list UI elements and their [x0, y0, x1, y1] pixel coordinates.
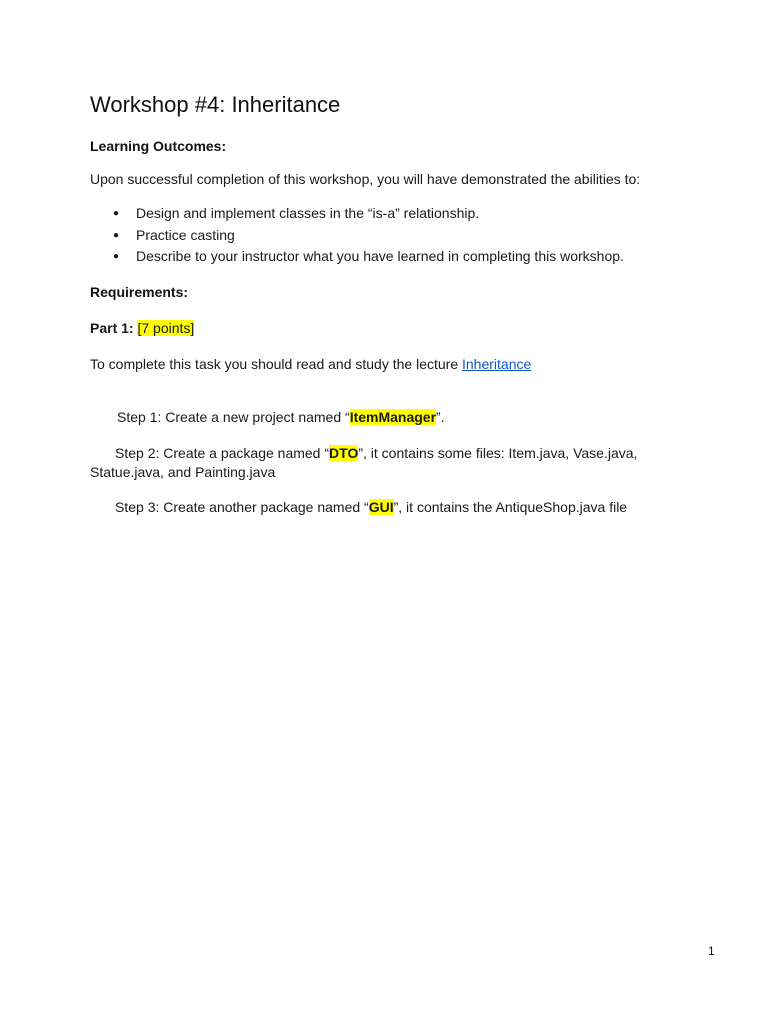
- part1-label: Part 1:: [90, 320, 138, 336]
- page-number: 1: [708, 944, 715, 958]
- step1-text: Step 1: Create a new project named “: [117, 409, 350, 425]
- inheritance-link[interactable]: Inheritance: [462, 356, 532, 372]
- step3-package-name: GUI: [368, 499, 394, 515]
- step2-text: Step 2: Create a package named “: [115, 445, 330, 461]
- task-paragraph: [90, 356, 531, 372]
- learning-outcomes-heading: Learning Outcomes:: [90, 138, 227, 154]
- list-item-text: Practice casting: [136, 226, 235, 243]
- step2-suffix: ”, it contains some files: Item.java, Vase.java,: [358, 445, 638, 461]
- document-title: Workshop #4: Inheritance: [90, 92, 341, 117]
- bullet-icon: ●: [113, 251, 120, 262]
- step1-project-name: ItemManager: [349, 409, 437, 425]
- step1-suffix: ”.: [436, 409, 445, 425]
- step-2-continuation: Statue.java, and Painting.java: [90, 464, 276, 480]
- bullet-icon: ●: [113, 229, 120, 241]
- step-1: [117, 409, 445, 425]
- list-item: [90, 203, 624, 225]
- step-2: [115, 445, 637, 461]
- bullet-icon: ●: [113, 208, 120, 219]
- step3-suffix: ”, it contains the AntiqueShop.java file: [393, 499, 628, 515]
- list-item: [90, 246, 624, 268]
- intro-paragraph: Upon successful completion of this workshop, you will have demonstrated the abilities to:: [90, 171, 641, 187]
- step-3: [115, 499, 627, 515]
- task-text: To complete this task you should read and study the lecture: [90, 356, 462, 372]
- part1-points: [7 points]: [137, 320, 195, 336]
- list-item: [90, 225, 624, 247]
- part1-line: [90, 320, 194, 336]
- requirements-heading: Requirements:: [90, 284, 189, 300]
- step3-text: Step 3: Create another package named “: [115, 499, 369, 515]
- step2-package-name: DTO: [329, 445, 359, 461]
- list-item-text: Design and implement classes in the “is-a” relationship.: [136, 205, 480, 221]
- outcomes-list: [90, 203, 624, 268]
- list-item-text: Describe to your instructor what you have learned in completing this workshop.: [136, 248, 624, 264]
